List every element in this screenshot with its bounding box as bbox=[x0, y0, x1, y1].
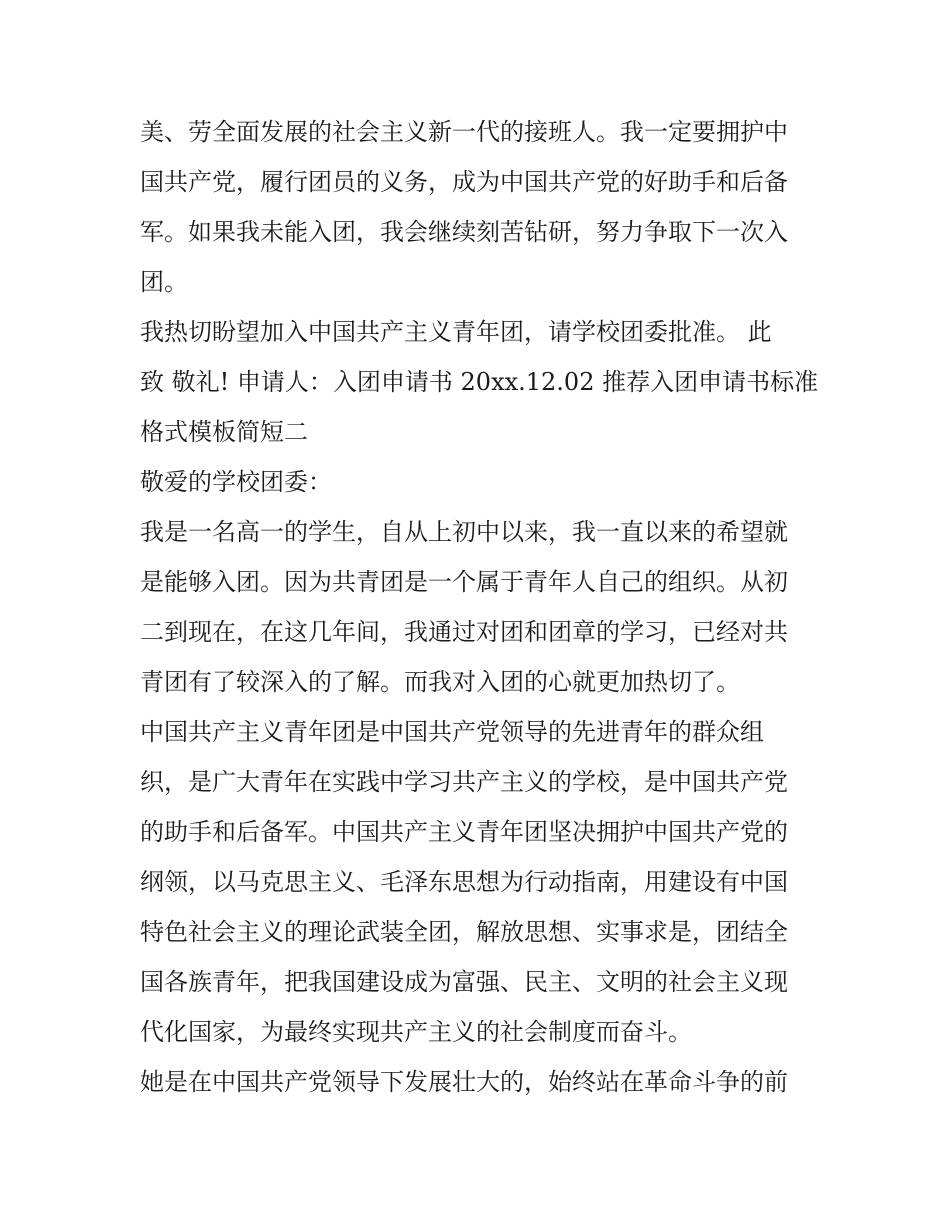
text-line: 特色社会主义的理论武装全团，解放思想、实事求是，团结全 bbox=[140, 918, 788, 946]
text-line: 二到现在，在这几年间，我通过对团和团章的学习，已经对共 bbox=[140, 618, 788, 646]
text-line: 美、劳全面发展的社会主义新一代的接班人。我一定要拥护中 bbox=[140, 118, 788, 146]
paragraph-5 bbox=[140, 1057, 812, 1107]
text-line: 织，是广大青年在实践中学习共产主义的学校，是中国共产党 bbox=[140, 768, 788, 796]
salutation bbox=[140, 457, 812, 507]
text-line: 敬爱的学校团委： bbox=[140, 468, 332, 496]
text-line: 代化国家，为最终实现共产主义的社会制度而奋斗。 bbox=[140, 1018, 692, 1046]
text-line: 国各族青年，把我国建设成为富强、民主、文明的社会主义现 bbox=[140, 968, 788, 996]
text-line: 是能够入团。因为共青团是一个属于青年人自己的组织。从初 bbox=[140, 568, 788, 596]
document-body bbox=[140, 107, 819, 1107]
text-line: 我热切盼望加入中国共产主义青年团，请学校团委批准。 此 bbox=[140, 318, 772, 346]
text-line: 国共产党，履行团员的义务，成为中国共产党的好助手和后备 bbox=[140, 168, 788, 196]
text-line: 她是在中国共产党领导下发展壮大的，始终站在革命斗争的前 bbox=[140, 1068, 788, 1096]
text-line: 青团有了较深入的了解。而我对入团的心就更加热切了。 bbox=[140, 668, 740, 696]
paragraph-1 bbox=[140, 107, 812, 307]
text-line: 军。如果我未能入团，我会继续刻苦钻研，努力争取下一次入 bbox=[140, 218, 788, 246]
text-line: 中国共产主义青年团是中国共产党领导的先进青年的群众组 bbox=[140, 718, 764, 746]
text-line: 格式模板简短二 bbox=[140, 418, 308, 446]
text-line: 团。 bbox=[140, 268, 188, 296]
text-line: 纲领，以马克思主义、毛泽东思想为行动指南，用建设有中国 bbox=[140, 868, 788, 896]
paragraph-4 bbox=[140, 707, 812, 1057]
paragraph-2 bbox=[140, 307, 819, 457]
text-line: 我是一名高一的学生，自从上初中以来，我一直以来的希望就 bbox=[140, 518, 788, 546]
text-line: 的助手和后备军。中国共产主义青年团坚决拥护中国共产党的 bbox=[140, 818, 788, 846]
text-line: 致 敬礼! 申请人：入团申请书 20xx.12.02 推荐入团申请书标准 bbox=[140, 368, 819, 396]
paragraph-3 bbox=[140, 507, 812, 707]
